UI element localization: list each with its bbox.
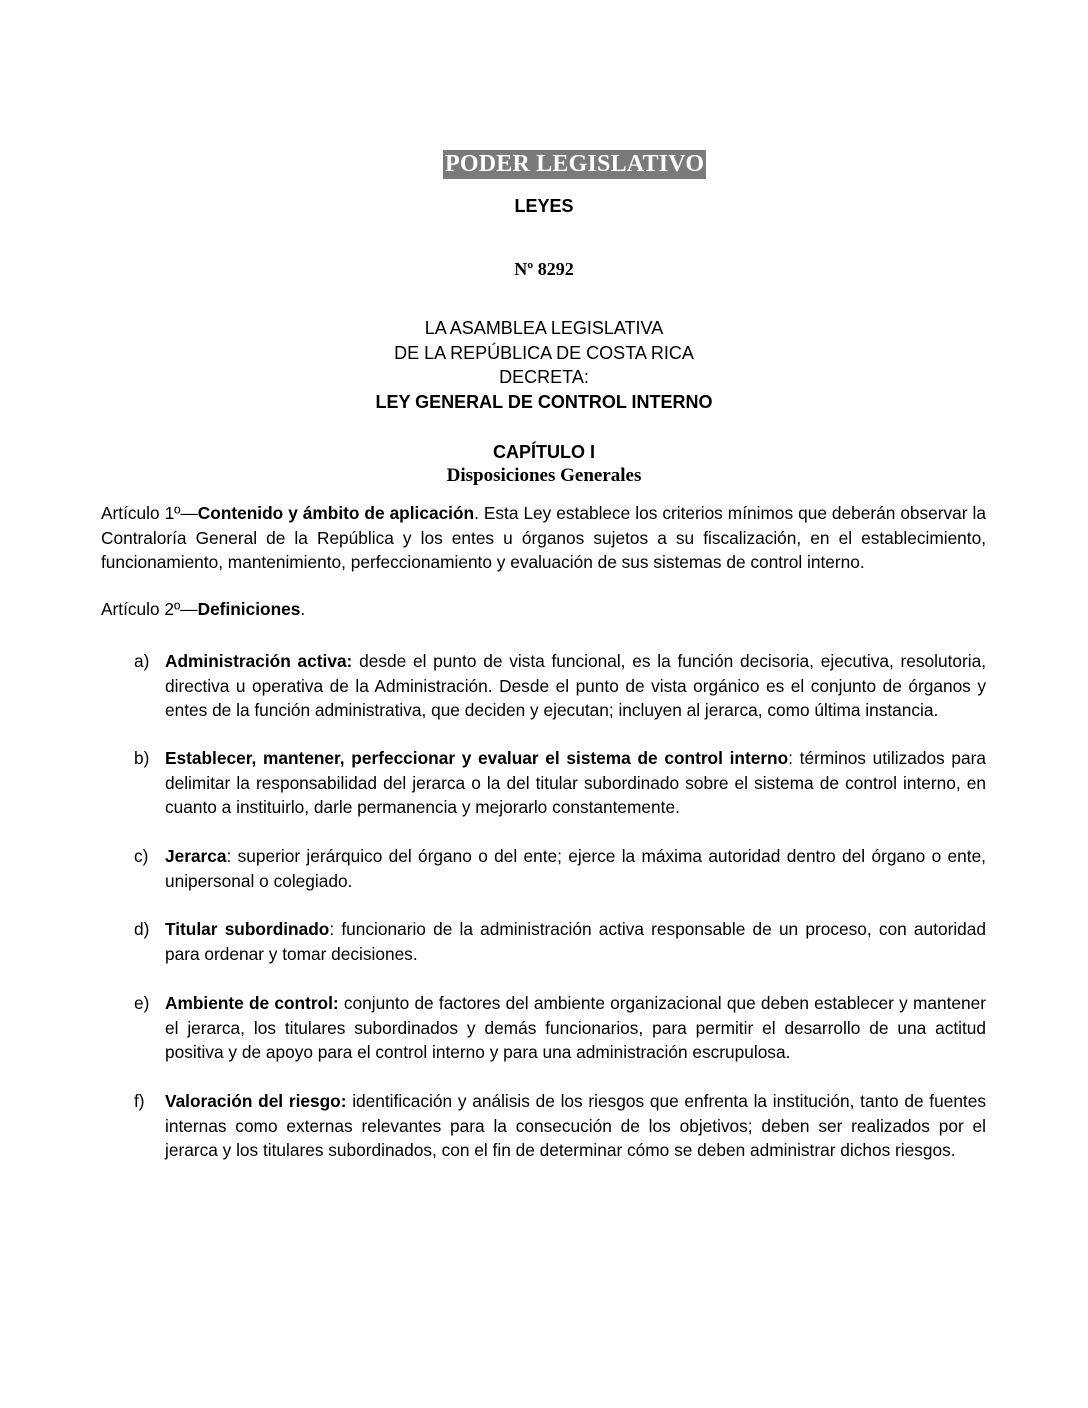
item-term: Administración activa:: [165, 651, 353, 671]
decree-line-1: LA ASAMBLEA LEGISLATIVA: [424, 318, 664, 338]
item-text: [165, 746, 986, 820]
item-label: d): [134, 919, 150, 939]
item-text: [165, 844, 986, 893]
item-label: b): [134, 748, 150, 768]
article-2: [101, 597, 986, 622]
item-text: [165, 649, 986, 723]
article-1-heading: Contenido y ámbito de aplicación: [197, 503, 475, 523]
banner-wrap: [443, 150, 706, 179]
item-text: [165, 917, 986, 966]
item-term: Valoración del riesgo:: [165, 1091, 347, 1111]
item-term: Titular subordinado: [165, 919, 330, 939]
item-definition: : superior jerárquico del órgano o del ente; ejerce la máxima autoridad dentro del órgano o ente, unipersonal o colegiado.: [165, 846, 986, 891]
article-1: [101, 501, 986, 575]
article-1-body: . Esta Ley establece los criterios mínimos que deberán observar la Contraloría General de la República y los entes u órganos sujetos a su fiscalización, en el establecimiento, funcionamiento, mantenimiento, perfeccionamiento y evaluación de sus sistemas de control interno.: [101, 503, 986, 572]
article-2-prefix: Artículo 2º—: [101, 599, 198, 619]
chapter-name: Disposiciones Generales: [446, 465, 642, 486]
item-definition: : términos utilizados para delimitar la responsabilidad del jerarca o la del titular subordinado sobre el sistema de control interno, en cuanto a instituirlo, darle permanencia y mejorarlo constantemente.: [165, 748, 986, 817]
item-definition: identificación y análisis de los riesgos que enfrenta la institución, tanto de fuentes internas como externas relevantes para la consecución de los objetivos; deben ser realizados por el jerarca y los titulares subordinados, con el fin de determinar cómo se deben administrar dichos riesgos.: [165, 1091, 986, 1160]
item-definition: : funcionario de la administración activa responsable de un proceso, con autoridad para ordenar y tomar decisiones.: [165, 919, 986, 964]
item-text: [165, 1089, 986, 1163]
article-2-suffix: .: [300, 599, 306, 619]
decree-line-3: DECRETA:: [499, 367, 589, 387]
article-2-heading: Definiciones: [197, 599, 301, 619]
item-text: [165, 991, 986, 1065]
item-term: Jerarca: [165, 846, 227, 866]
item-label: e): [134, 993, 150, 1013]
leyes-label: LEYES: [514, 196, 574, 216]
law-title: LEY GENERAL DE CONTROL INTERNO: [375, 391, 713, 412]
item-term: Establecer, mantener, perfeccionar y evaluar el sistema de control interno: [165, 748, 789, 768]
item-label: f): [134, 1091, 145, 1111]
item-label: c): [134, 846, 149, 866]
item-definition: desde el punto de vista funcional, es la función decisoria, ejecutiva, resolutoria, directiva u operativa de la Administración. Desde el punto de vista orgánico es el conjunto de órganos y entes de la función administrativa, que deciden y ejecutan; incluyen al jerarca, como última instancia.: [165, 651, 987, 720]
item-label: a): [134, 651, 150, 671]
decree-block: [0, 316, 1088, 414]
section-banner: PODER LEGISLATIVO: [445, 151, 705, 177]
law-number: Nº 8292: [514, 259, 574, 279]
article-1-prefix: Artículo 1º—: [101, 503, 198, 523]
chapter-label: CAPÍTULO I: [493, 442, 595, 462]
decree-line-2: DE LA REPÚBLICA DE COSTA RICA: [394, 342, 694, 363]
item-term: Ambiente de control:: [165, 993, 339, 1013]
section-heading: [0, 196, 1088, 217]
item-definition: conjunto de factores del ambiente organizacional que deben establecer y mantener el jerarca, los titulares subordinados y demás funcionarios, para permitir el desarrollo de una actitud positiva y de apoyo para el control interno y para una administración escrupulosa.: [165, 993, 986, 1062]
